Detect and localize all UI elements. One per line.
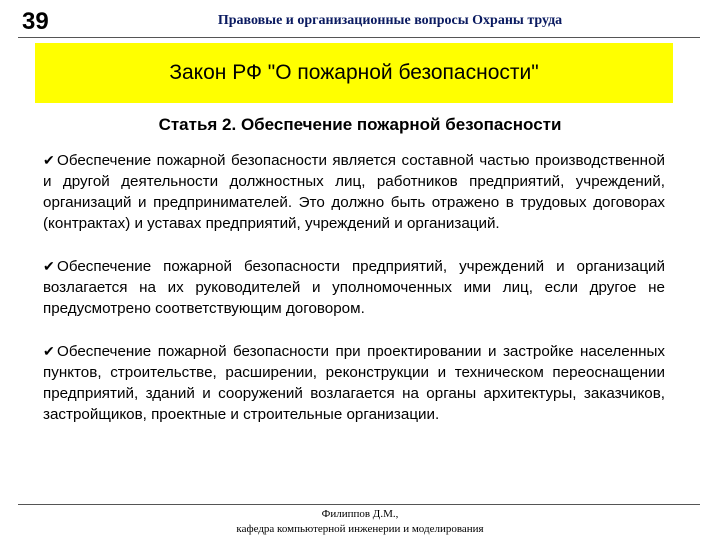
checkmark-icon: ✔ bbox=[43, 258, 55, 274]
bullet-paragraph bbox=[43, 341, 665, 425]
paragraph-text: Обеспечение пожарной безопасности является составной частью производственной и другой деятельности должностных лиц, работников предприятий, учреждений, организаций и предпринимателей. Это должно быть отражено в трудовых договорах (контрактах) и уставах предприятий, учреждений и организаций. bbox=[43, 152, 665, 232]
article-title: Статья 2. Обеспечение пожарной безопасности bbox=[158, 115, 562, 134]
checkmark-icon: ✔ bbox=[43, 152, 55, 168]
article-body bbox=[43, 150, 665, 447]
footer bbox=[0, 507, 720, 537]
checkmark-icon: ✔ bbox=[43, 343, 55, 359]
banner-title: Закон РФ "О пожарной безопасности" bbox=[169, 61, 539, 84]
footer-department: кафедра компьютерной инженерии и моделирования bbox=[236, 523, 484, 535]
header-divider bbox=[18, 37, 700, 38]
paragraph-text: Обеспечение пожарной безопасности предприятий, учреждений и организаций возлагается на их руководителей и уполномоченных ими лиц, если другое не предусмотрено соответствующим договором. bbox=[43, 258, 665, 317]
bullet-paragraph bbox=[43, 256, 665, 319]
header-title: Правовые и организационные вопросы Охраны труда bbox=[217, 13, 563, 28]
title-banner bbox=[35, 43, 673, 103]
bullet-paragraph bbox=[43, 150, 665, 234]
paragraph-text: Обеспечение пожарной безопасности при проектировании и застройке населенных пунктов, строительстве, расширении, реконструкции и техническом переоснащении предприятий, зданий и сооружений возлагается на органы архитектуры, заказчиков, застройщиков, проектные и строительные организации. bbox=[43, 343, 665, 423]
footer-divider bbox=[18, 504, 700, 505]
footer-author: Филиппов Д.М., bbox=[321, 508, 399, 520]
slide-number: 39 bbox=[22, 8, 49, 35]
